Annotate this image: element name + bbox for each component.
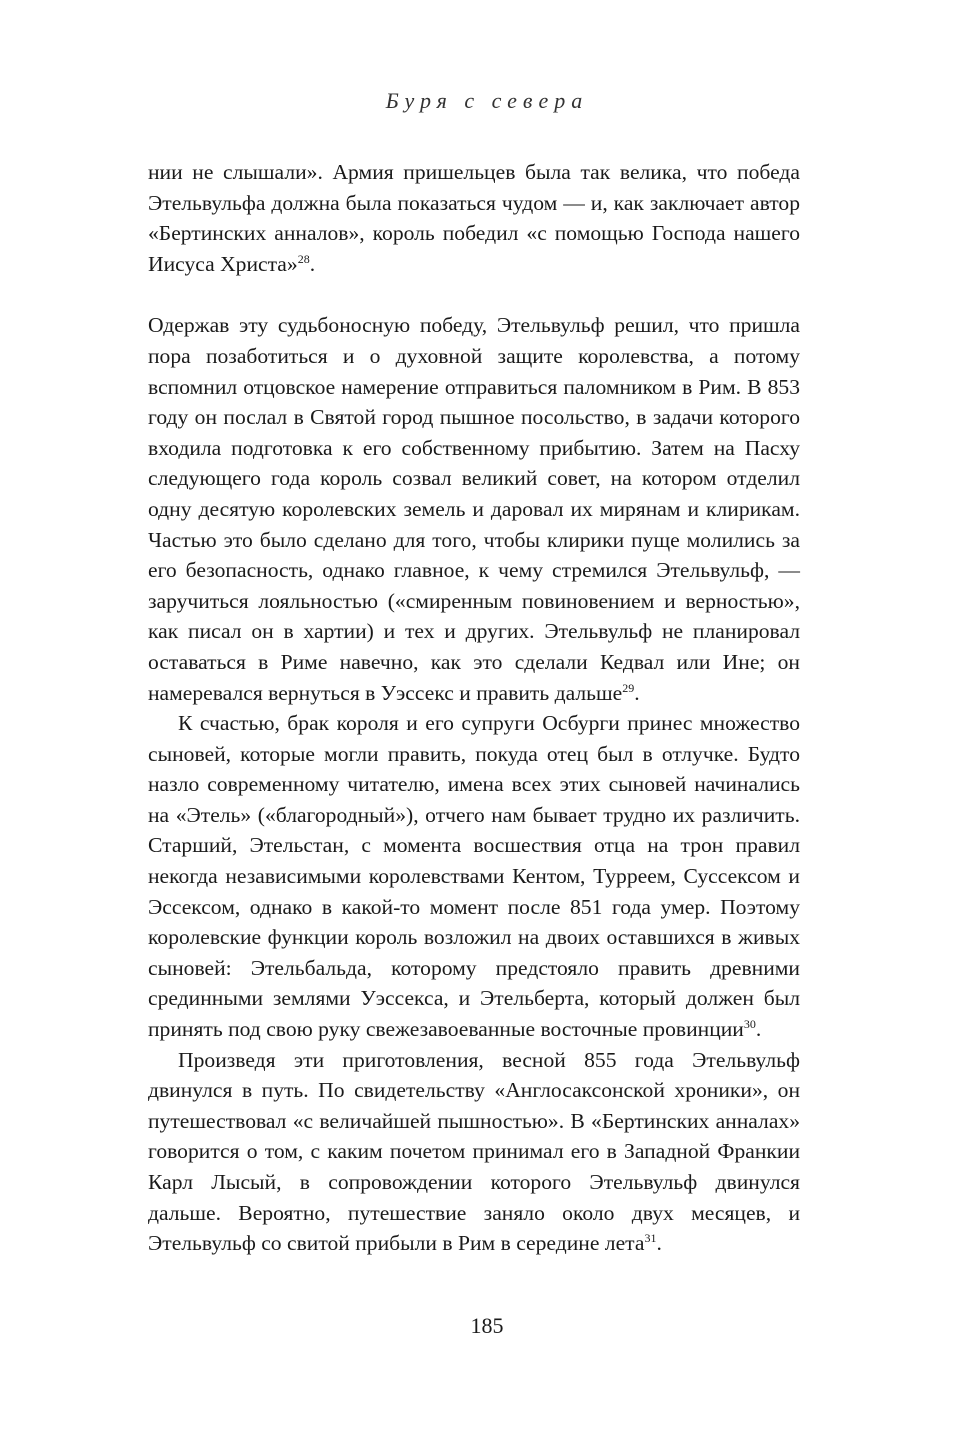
paragraph-continuation	[148, 157, 800, 279]
paragraph-text: Одержав эту судьбоносную победу, Этельвульф решил, что пришла пора позаботиться и о духовной защите королевства, а потому вспомнил отцовское намерение отправиться паломником в Рим. В 853 году он послал в Святой город пышное посольство, в задачи которого входила подготовка к его собственному прибытию. Затем на Пасху следующего года король созвал великий совет, на котором отделил одну десятую королевских земель и даровал их мирянам и клирикам. Частью это было сделано для того, чтобы клирики пуще молились за его безопасность, однако главное, к чему стремился Этельвульф, — заручиться лояльностью («смиренным повиновением и верностью», как писал он в хартии) и тех и других. Этельвульф не планировал оставаться в Риме навечно, как это сделали Кедвал или Ине; он намеревался вернуться в Уэссекс и править дальше	[148, 313, 800, 705]
body-text	[148, 157, 800, 1259]
paragraph-text: нии не слышали». Армия пришельцев была так велика, что победа Этельвульфа должна была показаться чудом — и, как заключает автор «Бертинских анналов», король победил «с помощью Господа нашего Иисуса Христа»	[148, 160, 800, 276]
paragraph-tail: .	[755, 1017, 762, 1042]
paragraph-tail: .	[656, 1231, 662, 1256]
paragraph	[148, 310, 800, 708]
paragraph-text: К счастью, брак короля и его супруги Осбурги принес множество сыновей, которые могли править, покуда отец был в отлучке. Будто назло современному читателю, имена всех этих сыновей начинались на «Этель» («благородный»), отчего нам бывает трудно их различить. Старший, Этельстан, с момента восшествия отца на трон правил некогда независимыми королевствами Кентом, Турреем, Суссексом и Эссексом, однако в какой-то момент после 851 года умер. Поэтому королевские функции король возложил на двоих оставшихся в живых сыновей: Этельбальда, которому предстояло править древними срединными землями Уэссекса, и Этельберта, который должен был принять под свою руку свежезавоеванные восточные провинции	[148, 711, 800, 1042]
paragraph	[148, 708, 800, 1045]
footnote-ref-30[interactable]: 30	[743, 1017, 756, 1032]
footnote-ref-28[interactable]: 28	[297, 251, 310, 266]
footnote-ref-29[interactable]: 29	[622, 680, 635, 695]
paragraph-tail: .	[309, 251, 316, 276]
paragraph-tail: .	[634, 680, 640, 705]
section-break	[148, 279, 800, 310]
paragraph	[148, 1045, 800, 1259]
paragraph-text: Произведя эти приготовления, весной 855 года Этельвульф двинулся в путь. По свидетельству «Англосаксонской хроники», он путешествовал «с величайшей пышностью». В «Бертинских анналах» говорится о том, с каким почетом принимал его в Западной Франкии Карл Лысый, в сопровождении которого Этельвульф двинулся дальше. Вероятно, путешествие заняло около двух месяцев, и Этельвульф со свитой прибыли в Рим в середине лета	[148, 1047, 800, 1256]
running-head: Буря с севера	[385, 88, 589, 113]
page-number: 185	[470, 1313, 504, 1338]
footnote-ref-31[interactable]: 31	[644, 1231, 657, 1246]
